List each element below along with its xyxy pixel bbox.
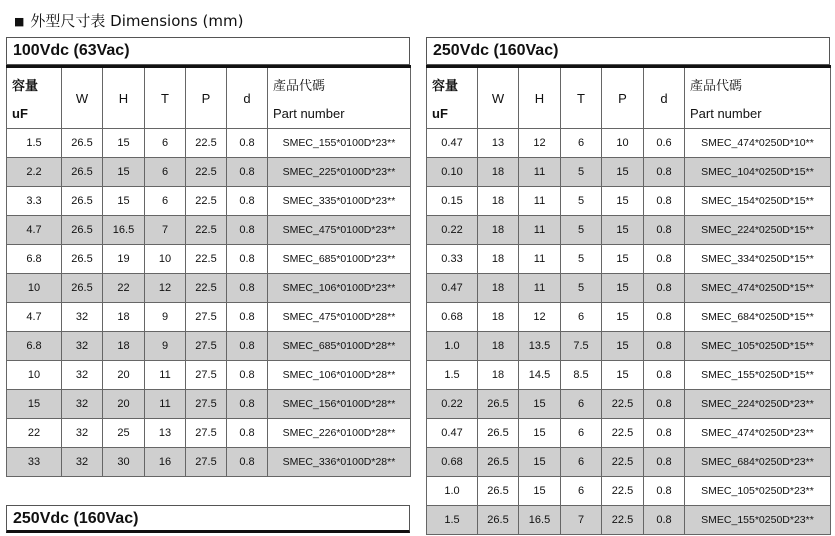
table-row bbox=[7, 361, 411, 390]
cell-d: 0.8 bbox=[644, 332, 685, 361]
cell-w: 26.5 bbox=[478, 390, 519, 419]
header-w: W bbox=[62, 67, 103, 129]
cell-t: 9 bbox=[145, 332, 186, 361]
cell-h: 15 bbox=[519, 419, 561, 448]
table-row bbox=[7, 448, 411, 477]
cell-capacity: 6.8 bbox=[7, 332, 62, 361]
cell-h: 11 bbox=[519, 245, 561, 274]
cell-t: 6 bbox=[561, 303, 602, 332]
cell-capacity: 0.47 bbox=[427, 274, 478, 303]
cell-part-number: SMEC_105*0250D*15** bbox=[685, 332, 831, 361]
cell-capacity: 0.15 bbox=[427, 187, 478, 216]
table-row bbox=[427, 187, 831, 216]
table-row bbox=[7, 274, 411, 303]
dimensions-table-250vdc bbox=[426, 65, 831, 535]
cell-h: 18 bbox=[103, 332, 145, 361]
header-t: T bbox=[145, 67, 186, 129]
cell-p: 27.5 bbox=[186, 303, 227, 332]
cell-d: 0.8 bbox=[644, 187, 685, 216]
cell-h: 16.5 bbox=[103, 216, 145, 245]
cell-p: 27.5 bbox=[186, 332, 227, 361]
table-row bbox=[7, 129, 411, 158]
cell-d: 0.8 bbox=[227, 361, 268, 390]
cell-capacity: 3.3 bbox=[7, 187, 62, 216]
cell-h: 15 bbox=[103, 158, 145, 187]
cell-h: 15 bbox=[103, 187, 145, 216]
cell-h: 13.5 bbox=[519, 332, 561, 361]
cell-w: 18 bbox=[478, 158, 519, 187]
header-p: P bbox=[602, 67, 644, 129]
cell-w: 18 bbox=[478, 361, 519, 390]
cell-p: 22.5 bbox=[186, 187, 227, 216]
cell-part-number: SMEC_474*0250D*10** bbox=[685, 129, 831, 158]
cell-t: 6 bbox=[561, 129, 602, 158]
cell-p: 22.5 bbox=[186, 216, 227, 245]
cell-w: 26.5 bbox=[62, 245, 103, 274]
cell-d: 0.8 bbox=[227, 216, 268, 245]
header-p: P bbox=[186, 67, 227, 129]
header-d: d bbox=[644, 67, 685, 129]
cell-part-number: SMEC_156*0100D*28** bbox=[268, 390, 411, 419]
cell-capacity: 0.47 bbox=[427, 419, 478, 448]
cell-d: 0.8 bbox=[227, 419, 268, 448]
header-row bbox=[427, 67, 831, 129]
cell-t: 5 bbox=[561, 245, 602, 274]
cell-p: 15 bbox=[602, 303, 644, 332]
cell-w: 32 bbox=[62, 448, 103, 477]
cell-t: 10 bbox=[145, 245, 186, 274]
cell-p: 22.5 bbox=[186, 158, 227, 187]
cell-capacity: 0.47 bbox=[427, 129, 478, 158]
table-row bbox=[427, 274, 831, 303]
cell-t: 7.5 bbox=[561, 332, 602, 361]
cell-part-number: SMEC_474*0250D*15** bbox=[685, 274, 831, 303]
cell-t: 6 bbox=[145, 158, 186, 187]
cell-w: 26.5 bbox=[62, 216, 103, 245]
cell-part-number: SMEC_224*0250D*23** bbox=[685, 390, 831, 419]
cell-w: 26.5 bbox=[478, 419, 519, 448]
cell-p: 22.5 bbox=[186, 129, 227, 158]
cell-part-number: SMEC_155*0250D*15** bbox=[685, 361, 831, 390]
header-part-number: 產品代碼 Part number bbox=[685, 67, 831, 129]
cell-capacity: 1.0 bbox=[427, 477, 478, 506]
table-row bbox=[7, 158, 411, 187]
cell-h: 20 bbox=[103, 390, 145, 419]
cell-t: 5 bbox=[561, 187, 602, 216]
table-row bbox=[7, 390, 411, 419]
cell-d: 0.8 bbox=[227, 448, 268, 477]
cell-p: 22.5 bbox=[186, 274, 227, 303]
cell-capacity: 15 bbox=[7, 390, 62, 419]
table-row bbox=[427, 506, 831, 535]
header-capacity: 容量 uF bbox=[427, 67, 478, 129]
cell-d: 0.8 bbox=[227, 390, 268, 419]
cell-h: 25 bbox=[103, 419, 145, 448]
cell-h: 19 bbox=[103, 245, 145, 274]
cell-w: 18 bbox=[478, 245, 519, 274]
cell-p: 22.5 bbox=[602, 390, 644, 419]
table-row bbox=[7, 419, 411, 448]
cell-p: 15 bbox=[602, 245, 644, 274]
cell-h: 14.5 bbox=[519, 361, 561, 390]
cell-part-number: SMEC_224*0250D*15** bbox=[685, 216, 831, 245]
cell-part-number: SMEC_685*0100D*23** bbox=[268, 245, 411, 274]
cell-d: 0.8 bbox=[227, 332, 268, 361]
cell-w: 26.5 bbox=[62, 129, 103, 158]
cell-d: 0.8 bbox=[644, 245, 685, 274]
cell-w: 26.5 bbox=[62, 187, 103, 216]
cell-h: 15 bbox=[519, 477, 561, 506]
table-title: 250Vdc (160Vac) bbox=[6, 505, 410, 533]
table-title: 100Vdc (63Vac) bbox=[6, 37, 410, 65]
cell-d: 0.8 bbox=[644, 274, 685, 303]
cell-p: 22.5 bbox=[186, 245, 227, 274]
cell-t: 5 bbox=[561, 158, 602, 187]
cell-t: 6 bbox=[145, 187, 186, 216]
header-h: H bbox=[103, 67, 145, 129]
cell-h: 11 bbox=[519, 216, 561, 245]
cell-h: 11 bbox=[519, 158, 561, 187]
cell-d: 0.8 bbox=[227, 274, 268, 303]
cell-w: 18 bbox=[478, 274, 519, 303]
cell-t: 7 bbox=[145, 216, 186, 245]
cell-t: 11 bbox=[145, 390, 186, 419]
cell-p: 22.5 bbox=[602, 419, 644, 448]
table-row bbox=[427, 419, 831, 448]
cell-t: 16 bbox=[145, 448, 186, 477]
cell-capacity: 4.7 bbox=[7, 303, 62, 332]
cell-t: 9 bbox=[145, 303, 186, 332]
cell-d: 0.8 bbox=[644, 506, 685, 535]
cell-w: 18 bbox=[478, 332, 519, 361]
cell-h: 15 bbox=[103, 129, 145, 158]
cell-w: 32 bbox=[62, 390, 103, 419]
cell-w: 26.5 bbox=[62, 158, 103, 187]
cell-d: 0.6 bbox=[644, 129, 685, 158]
cell-w: 32 bbox=[62, 303, 103, 332]
cell-p: 27.5 bbox=[186, 448, 227, 477]
cell-h: 12 bbox=[519, 303, 561, 332]
cell-capacity: 0.68 bbox=[427, 448, 478, 477]
table-row bbox=[427, 158, 831, 187]
cell-t: 6 bbox=[561, 448, 602, 477]
table-row bbox=[427, 245, 831, 274]
cell-part-number: SMEC_104*0250D*15** bbox=[685, 158, 831, 187]
table-row bbox=[7, 332, 411, 361]
cell-h: 22 bbox=[103, 274, 145, 303]
cell-t: 6 bbox=[561, 419, 602, 448]
cell-part-number: SMEC_105*0250D*23** bbox=[685, 477, 831, 506]
header-t: T bbox=[561, 67, 602, 129]
table-row bbox=[7, 216, 411, 245]
cell-w: 18 bbox=[478, 303, 519, 332]
cell-h: 20 bbox=[103, 361, 145, 390]
cell-d: 0.8 bbox=[227, 303, 268, 332]
table-block-left bbox=[6, 37, 410, 477]
cell-part-number: SMEC_336*0100D*28** bbox=[268, 448, 411, 477]
cell-d: 0.8 bbox=[644, 477, 685, 506]
table-row bbox=[7, 187, 411, 216]
cell-w: 32 bbox=[62, 332, 103, 361]
cell-part-number: SMEC_474*0250D*23** bbox=[685, 419, 831, 448]
cell-capacity: 0.22 bbox=[427, 390, 478, 419]
cell-w: 32 bbox=[62, 419, 103, 448]
cell-d: 0.8 bbox=[644, 419, 685, 448]
cell-p: 27.5 bbox=[186, 419, 227, 448]
cell-p: 22.5 bbox=[602, 506, 644, 535]
cell-part-number: SMEC_684*0250D*23** bbox=[685, 448, 831, 477]
cell-capacity: 6.8 bbox=[7, 245, 62, 274]
cell-d: 0.8 bbox=[644, 216, 685, 245]
cell-t: 7 bbox=[561, 506, 602, 535]
cell-w: 13 bbox=[478, 129, 519, 158]
cell-d: 0.8 bbox=[227, 187, 268, 216]
header-capacity: 容量 uF bbox=[7, 67, 62, 129]
cell-capacity: 33 bbox=[7, 448, 62, 477]
dimensions-table-100vdc bbox=[6, 65, 411, 477]
header-part-number: 產品代碼 Part number bbox=[268, 67, 411, 129]
cell-t: 5 bbox=[561, 216, 602, 245]
header-row bbox=[7, 67, 411, 129]
cell-w: 26.5 bbox=[478, 448, 519, 477]
cell-part-number: SMEC_225*0100D*23** bbox=[268, 158, 411, 187]
cell-w: 18 bbox=[478, 216, 519, 245]
table-row bbox=[7, 245, 411, 274]
cell-h: 30 bbox=[103, 448, 145, 477]
cell-d: 0.8 bbox=[644, 390, 685, 419]
cell-part-number: SMEC_154*0250D*15** bbox=[685, 187, 831, 216]
cell-capacity: 4.7 bbox=[7, 216, 62, 245]
cell-capacity: 0.33 bbox=[427, 245, 478, 274]
header-w: W bbox=[478, 67, 519, 129]
cell-part-number: SMEC_226*0100D*28** bbox=[268, 419, 411, 448]
cell-t: 13 bbox=[145, 419, 186, 448]
table-row bbox=[427, 303, 831, 332]
cell-part-number: SMEC_155*0250D*23** bbox=[685, 506, 831, 535]
cell-capacity: 1.5 bbox=[7, 129, 62, 158]
cell-h: 11 bbox=[519, 187, 561, 216]
cell-part-number: SMEC_334*0250D*15** bbox=[685, 245, 831, 274]
cell-h: 12 bbox=[519, 129, 561, 158]
cell-w: 26.5 bbox=[478, 506, 519, 535]
cell-capacity: 0.68 bbox=[427, 303, 478, 332]
cell-p: 15 bbox=[602, 187, 644, 216]
header-h: H bbox=[519, 67, 561, 129]
cell-part-number: SMEC_475*0100D*23** bbox=[268, 216, 411, 245]
cell-w: 18 bbox=[478, 187, 519, 216]
cell-capacity: 2.2 bbox=[7, 158, 62, 187]
heading-bullet: ■ bbox=[14, 15, 25, 28]
cell-capacity: 10 bbox=[7, 361, 62, 390]
cell-t: 6 bbox=[561, 477, 602, 506]
header-d: d bbox=[227, 67, 268, 129]
cell-d: 0.8 bbox=[227, 158, 268, 187]
cell-d: 0.8 bbox=[227, 245, 268, 274]
cell-t: 5 bbox=[561, 274, 602, 303]
cell-p: 22.5 bbox=[602, 477, 644, 506]
cell-capacity: 1.5 bbox=[427, 506, 478, 535]
cell-capacity: 22 bbox=[7, 419, 62, 448]
table-row bbox=[427, 361, 831, 390]
cell-t: 6 bbox=[145, 129, 186, 158]
cell-h: 15 bbox=[519, 390, 561, 419]
cell-p: 27.5 bbox=[186, 361, 227, 390]
cell-part-number: SMEC_335*0100D*23** bbox=[268, 187, 411, 216]
heading-text: 外型尺寸表 Dimensions (mm) bbox=[30, 12, 244, 30]
table-row bbox=[427, 129, 831, 158]
table-row bbox=[427, 332, 831, 361]
cell-h: 18 bbox=[103, 303, 145, 332]
cell-p: 27.5 bbox=[186, 390, 227, 419]
cell-p: 15 bbox=[602, 274, 644, 303]
cell-capacity: 1.5 bbox=[427, 361, 478, 390]
table-block-right bbox=[426, 37, 830, 535]
cell-part-number: SMEC_155*0100D*23** bbox=[268, 129, 411, 158]
table-title: 250Vdc (160Vac) bbox=[426, 37, 830, 65]
cell-p: 22.5 bbox=[602, 448, 644, 477]
page-heading bbox=[14, 10, 243, 34]
cell-w: 26.5 bbox=[62, 274, 103, 303]
cell-part-number: SMEC_106*0100D*23** bbox=[268, 274, 411, 303]
cell-d: 0.8 bbox=[227, 129, 268, 158]
cell-d: 0.8 bbox=[644, 158, 685, 187]
table-block-bottom-left bbox=[6, 505, 410, 533]
table-row bbox=[427, 390, 831, 419]
cell-capacity: 0.22 bbox=[427, 216, 478, 245]
cell-capacity: 1.0 bbox=[427, 332, 478, 361]
table-row bbox=[427, 216, 831, 245]
cell-t: 6 bbox=[561, 390, 602, 419]
table-row bbox=[427, 477, 831, 506]
cell-p: 10 bbox=[602, 129, 644, 158]
cell-w: 26.5 bbox=[478, 477, 519, 506]
table-row bbox=[7, 303, 411, 332]
cell-h: 15 bbox=[519, 448, 561, 477]
cell-h: 11 bbox=[519, 274, 561, 303]
cell-d: 0.8 bbox=[644, 448, 685, 477]
cell-part-number: SMEC_684*0250D*15** bbox=[685, 303, 831, 332]
cell-capacity: 0.10 bbox=[427, 158, 478, 187]
cell-p: 15 bbox=[602, 332, 644, 361]
cell-p: 15 bbox=[602, 158, 644, 187]
cell-t: 12 bbox=[145, 274, 186, 303]
cell-t: 11 bbox=[145, 361, 186, 390]
cell-d: 0.8 bbox=[644, 361, 685, 390]
cell-capacity: 10 bbox=[7, 274, 62, 303]
cell-w: 32 bbox=[62, 361, 103, 390]
cell-t: 8.5 bbox=[561, 361, 602, 390]
cell-d: 0.8 bbox=[644, 303, 685, 332]
cell-p: 15 bbox=[602, 216, 644, 245]
cell-part-number: SMEC_106*0100D*28** bbox=[268, 361, 411, 390]
cell-part-number: SMEC_475*0100D*28** bbox=[268, 303, 411, 332]
cell-part-number: SMEC_685*0100D*28** bbox=[268, 332, 411, 361]
cell-p: 15 bbox=[602, 361, 644, 390]
cell-h: 16.5 bbox=[519, 506, 561, 535]
table-row bbox=[427, 448, 831, 477]
